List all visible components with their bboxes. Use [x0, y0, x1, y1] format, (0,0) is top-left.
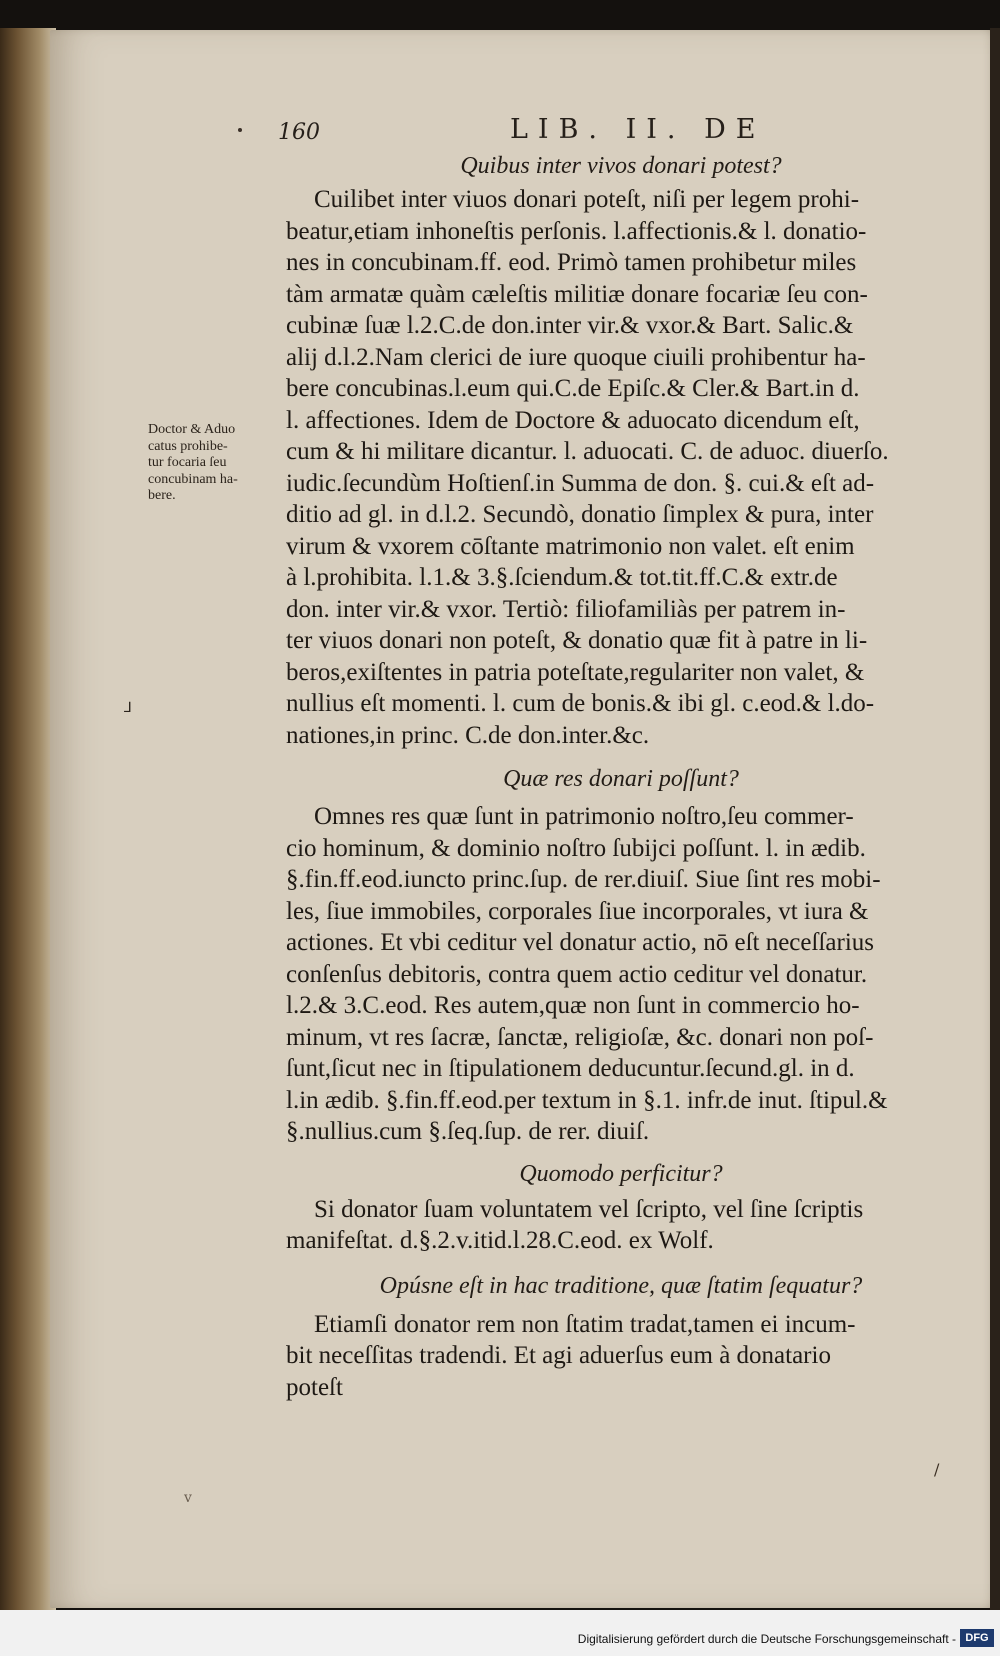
dfg-logo: DFG	[960, 1629, 994, 1647]
text-line: bere concubinas.l.eum qui.C.de Epiſc.& Cler.& Bart.in d.	[286, 375, 860, 402]
catchword: poteſt	[286, 1373, 343, 1401]
text-line: nes in concubinam.ff. eod. Primò tamen prohibetur miles	[286, 249, 857, 276]
marginal-note	[148, 422, 266, 505]
text-line: Cuilibet inter viuos donari poteſt, niſi per legem prohi-	[314, 186, 860, 213]
text-line: à l.prohibita. l.1.& 3.§.ſciendum.& tot.tit.ff.C.& extr.de	[286, 564, 838, 591]
text-line: cubinæ ſuæ l.2.C.de don.inter vir.& vxor.& Bart. Salic.&	[286, 312, 854, 339]
text-line: iudic.ſecundùm Hoſtienſ.in Summa de don. §. cui.& eſt ad-	[286, 469, 875, 497]
section-heading: Opúsne eſt in hac traditione, quæ ſtatim ſequatur?	[379, 1272, 863, 1299]
text-line: ditio ad gl. in d.l.2. Secundò, donatio ſimplex & pura, inter	[286, 501, 874, 528]
text-line: cum & hi militare dicantur. l. aduocati. C. de aduoc. diuerſo.	[286, 438, 889, 465]
margin-dot	[238, 128, 242, 132]
text-line: l. affectiones. Idem de Doctore & aduocato dicendum eſt,	[286, 406, 860, 434]
text-line: bit neceſſitas tradendi. Et agi aduerſus eum à donatario	[286, 1342, 831, 1369]
text-line: conſenſus debitoris, contra quem actio ceditur vel donatur.	[286, 960, 868, 988]
text-line: ter viuos donari non poteſt, & donatio quæ fit à patre in li-	[286, 627, 868, 654]
paragraph	[286, 1194, 956, 1257]
margin-mark: ⅃	[124, 700, 132, 716]
footer-bar	[0, 1610, 1000, 1656]
funding-notice: Digitalisierung gefördert durch die Deutsche Forschungsgemeinschaft -	[577, 1632, 956, 1646]
text-line: ſunt,ſicut nec in ſtipulationem deducuntur.ſecund.gl. in d.	[286, 1055, 855, 1082]
sidenote-line: concubinam ha-	[148, 471, 238, 487]
text-line: don. inter vir.& vxor. Tertiò: filiofamiliàs per patrem in-	[286, 595, 846, 623]
text-line: Si donator ſuam voluntatem vel ſcripto, vel ſine ſcriptis	[314, 1195, 864, 1223]
text-line: minum, vt res ſacræ, ſanctæ, religioſæ, &c. donari non poſ-	[286, 1023, 874, 1051]
text-line: Omnes res quæ ſunt in patrimonio noſtro,ſeu commer-	[314, 803, 854, 830]
text-line: beatur,etiam inhoneſtis perſonis. l.affectionis.& l. donatio-	[286, 217, 867, 245]
margin-tick: v	[184, 1490, 192, 1506]
text-line: nullius eſt momenti. l. cum de bonis.& ibi gl. c.eod.& l.do-	[286, 690, 875, 717]
sidenote-line: catus prohibe-	[148, 438, 228, 454]
text-line: virum & vxorem cōſtante matrimonio non valet. eſt enim	[286, 532, 855, 560]
text-line: nationes,in princ. C.de don.inter.&c.	[286, 721, 650, 749]
section-heading: Quibus inter vivos donari potest?	[460, 153, 782, 179]
margin-mark: /	[934, 1460, 940, 1479]
text-line: l.in ædib. §.fin.ff.eod.per textum in §.1. infr.de inut. ſtipul.&	[286, 1086, 888, 1114]
main-text	[286, 148, 956, 1403]
text-line: l.2.& 3.C.eod. Res autem,quæ non ſunt in commercio ho-	[286, 992, 860, 1019]
text-line: tàm armatæ quàm cæleſtis militiæ donare focariæ ſeu con-	[286, 280, 868, 308]
text-line: Etiamſi donator rem non ſtatim tradat,tamen ei incum-	[314, 1310, 856, 1338]
page-number: 160	[278, 120, 320, 145]
text-line: actiones. Et vbi ceditur vel donatur actio, nō eſt neceſſarius	[286, 929, 874, 956]
paragraph	[286, 801, 956, 1148]
paragraph	[286, 184, 956, 751]
section-heading: Quæ res donari poſſunt?	[503, 766, 739, 792]
text-line: cio hominum, & dominio noſtro ſubijci poſſunt. l. in ædib.	[286, 834, 866, 862]
sidenote-line: tur focaria ſeu	[148, 455, 227, 470]
sidenote-line: Doctor & Aduo	[148, 422, 236, 437]
section-heading: Quomodo perficitur?	[519, 1160, 723, 1187]
paragraph	[286, 1309, 956, 1404]
sidenote-line: bere.	[148, 488, 176, 503]
running-head	[270, 114, 950, 148]
text-line: §.nullius.cum §.ſeq.ſup. de rer. diuiſ.	[286, 1118, 650, 1145]
text-line: beros,exiſtentes in patria poteſtate,regulariter non valet, &	[286, 658, 865, 686]
text-line: §.fin.ff.eod.iuncto princ.ſup. de rer.diuiſ. Siue ſint res mobi-	[286, 866, 881, 893]
text-line: manifeſtat. d.§.2.v.itid.l.28.C.eod. ex Wolf.	[286, 1227, 714, 1254]
text-line: alij d.l.2.Nam clerici de iure quoque ciuili prohibentur ha-	[286, 343, 866, 371]
page-right-edge	[990, 28, 1000, 1610]
running-title: LIB. II. DE	[510, 114, 766, 145]
text-line: les, ſiue immobiles, corporales ſiue incorporales, vt iura &	[286, 897, 869, 925]
book-spine-edge	[0, 28, 56, 1610]
